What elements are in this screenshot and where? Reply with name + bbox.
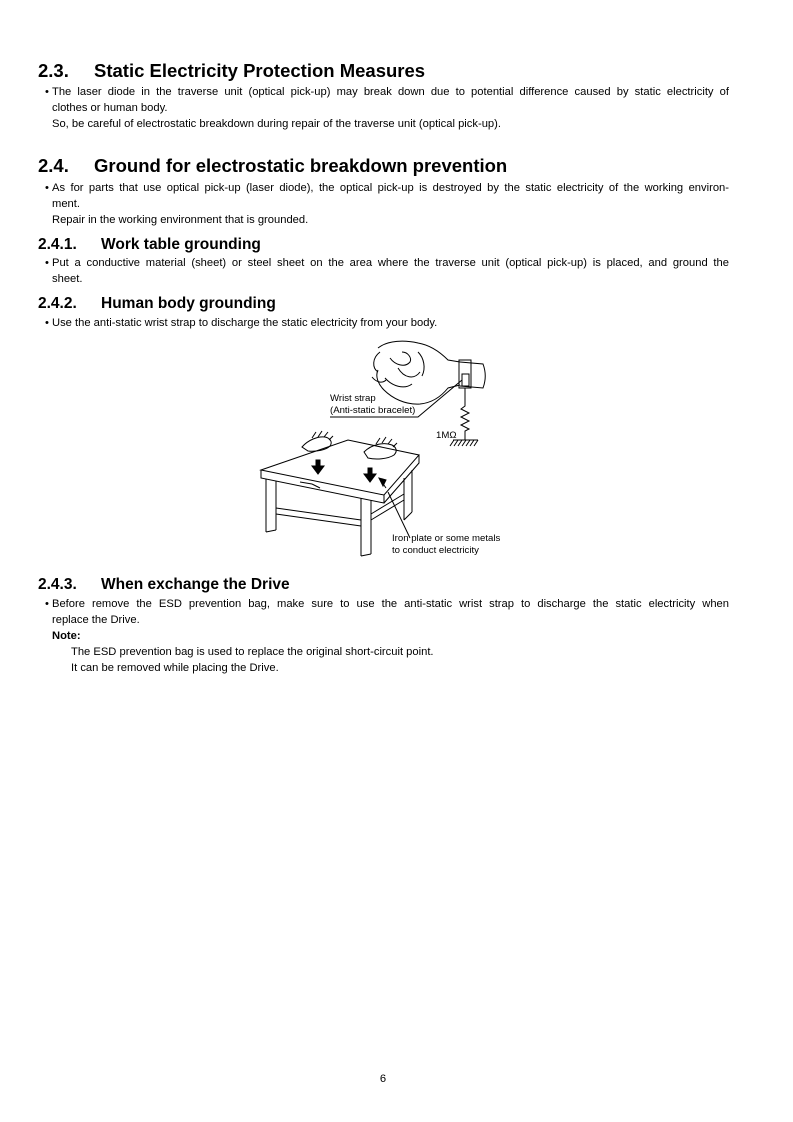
paragraph-line: clothes or human body. <box>52 102 168 114</box>
paragraph-line: Before remove the ESD prevention bag, make sure to use the anti-static wrist strap to discharge the static electricity when <box>52 598 729 610</box>
section-2-3-body <box>45 84 729 132</box>
section-number: 2.4. <box>38 155 69 176</box>
section-2-4-3-body <box>45 596 729 676</box>
note-line: It can be removed while placing the Drive. <box>71 662 279 674</box>
section-2-4-heading <box>38 155 598 177</box>
label-line: Iron plate or some metals <box>392 533 501 544</box>
figure-label-iron-plate <box>392 533 500 557</box>
note-line: The ESD prevention bag is used to replace the original short-circuit point. <box>71 646 434 658</box>
section-number: 2.4.3. <box>38 576 77 593</box>
section-number: 2.4.1. <box>38 236 77 253</box>
resistor-icon <box>461 395 469 440</box>
paragraph-line: sheet. <box>52 273 83 285</box>
paragraph-line: Repair in the working environment that is grounded. <box>52 214 309 226</box>
section-title: Ground for electrostatic breakdown prevention <box>94 155 508 176</box>
section-title: Human body grounding <box>101 295 276 312</box>
hand-icon <box>302 431 397 459</box>
bullet: • <box>45 598 49 610</box>
arrow-down-icon <box>364 468 376 482</box>
label-line: (Anti-static bracelet) <box>330 405 416 416</box>
section-2-4-2-heading <box>38 295 338 313</box>
bullet: • <box>45 86 49 98</box>
paragraph-line: So, be careful of electrostatic breakdown during repair of the traverse unit (optical pick-up). <box>52 118 501 130</box>
paragraph-line: Put a conductive material (sheet) or steel sheet on the area where the traverse unit (optical pick-up) is placed, and ground the <box>52 257 729 269</box>
section-title: Static Electricity Protection Measures <box>94 60 426 81</box>
page-number: 6 <box>379 1073 387 1085</box>
paragraph-line: As for parts that use optical pick-up (laser diode), the optical pick-up is destroyed by the static electricity of the working environ- <box>52 182 729 194</box>
label-line: to conduct electricity <box>392 545 479 556</box>
section-title: Work table grounding <box>101 236 261 253</box>
leader-line <box>388 492 410 538</box>
bullet: • <box>45 257 49 269</box>
section-2-4-1-heading <box>38 236 338 254</box>
section-2-4-1-body <box>45 255 729 287</box>
bullet: • <box>45 317 49 329</box>
paragraph-line: Use the anti-static wrist strap to discharge the static electricity from your body. <box>52 317 438 329</box>
section-2-4-2-body <box>45 315 729 331</box>
figure-label-resistor: 1MΩ <box>436 430 457 441</box>
section-2-4-body <box>45 180 729 228</box>
wrist-strap-icon <box>459 360 471 395</box>
paragraph-line: replace the Drive. <box>52 614 140 626</box>
label-line: Wrist strap <box>330 393 376 404</box>
bullet: • <box>45 182 49 194</box>
grounding-illustration <box>255 335 515 565</box>
section-number: 2.3. <box>38 60 69 81</box>
section-2-3-heading <box>38 60 498 82</box>
paragraph-line: The laser diode in the traverse unit (optical pick-up) may break down due to potential difference caused by static electricity of <box>52 86 729 98</box>
paragraph-line: ment. <box>52 198 80 210</box>
figure-label-wrist-strap <box>330 393 415 417</box>
section-title: When exchange the Drive <box>101 576 290 593</box>
section-number: 2.4.2. <box>38 295 77 312</box>
section-2-4-3-heading <box>38 576 338 594</box>
arrow-down-icon <box>312 460 324 474</box>
note-label: Note: <box>52 630 81 642</box>
